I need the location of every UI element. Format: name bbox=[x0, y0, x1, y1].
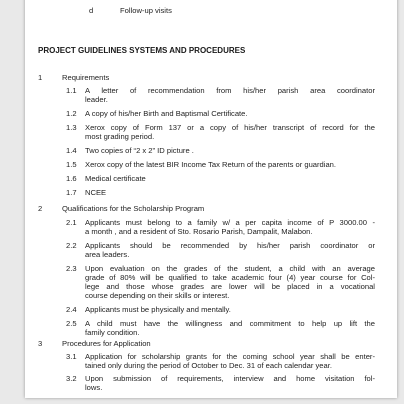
item-text: tained only during the period of October to Dec. 31 of each calendar year. bbox=[85, 361, 332, 370]
item-text: Applicants must belong to a family w/ a per capita income of P 3000.00 - bbox=[85, 218, 375, 227]
item-text: family condition. bbox=[85, 328, 140, 337]
item-number: 1.5 bbox=[66, 160, 77, 169]
item-text: NCEE bbox=[85, 188, 107, 197]
item-text: Application for scholarship grants for the coming school year shall be enter- bbox=[85, 352, 375, 361]
item-number: 2.3 bbox=[66, 264, 77, 273]
item-number: 2.1 bbox=[66, 218, 77, 227]
item-number: 2.2 bbox=[66, 241, 77, 250]
item-text: A child must have the willingness and commitment to help up lift the bbox=[85, 319, 375, 328]
section-number: 3 bbox=[38, 339, 43, 348]
item-text: grade of 80% will be qualified to take academic four (4) year course for Col- bbox=[85, 273, 375, 282]
item-text: Applicants should be recommended by his/her parish coordinator or bbox=[85, 241, 375, 250]
item-text: Medical certificate bbox=[85, 174, 146, 183]
item-number: 2.5 bbox=[66, 319, 77, 328]
item-number: 1.6 bbox=[66, 174, 77, 183]
item-text: Xerox copy of Form 137 or a copy of his/her transcript of record for the bbox=[85, 123, 375, 132]
item-text: Upon evaluation on the grades of the student, a child with an average bbox=[85, 264, 375, 273]
section-number: 1 bbox=[38, 73, 43, 82]
item-number: 1.2 bbox=[66, 109, 77, 118]
item-text: A letter of recommendation from his/her parish area coordinator bbox=[85, 86, 375, 95]
item-text: most grading period. bbox=[85, 132, 155, 141]
item-number: 3.1 bbox=[66, 352, 77, 361]
item-number: 1.1 bbox=[66, 86, 77, 95]
section-title: Procedures for Application bbox=[62, 339, 151, 348]
item-text: Upon submission of requirements, interview and home visitation fol- bbox=[85, 374, 375, 383]
item-text: leader. bbox=[85, 95, 108, 104]
item-number: 2.4 bbox=[66, 305, 77, 314]
item-text: a month , and a resident of Sto. Rosario Parish, Dampalit, Malabon. bbox=[85, 227, 313, 236]
list-item-text: Follow-up visits bbox=[120, 6, 172, 15]
item-text: lege and those whose grades are lower will be placed in a vocational bbox=[85, 282, 375, 291]
section-title: Qualifications for the Scholarship Program bbox=[62, 204, 205, 213]
item-text: course depending on their skills or interest. bbox=[85, 291, 230, 300]
item-number: 1.3 bbox=[66, 123, 77, 132]
section-title: Requirements bbox=[62, 73, 110, 82]
section-number: 2 bbox=[38, 204, 43, 213]
document-page bbox=[25, 0, 397, 398]
item-text: Applicants must be physically and mentally. bbox=[85, 305, 231, 314]
section-heading: PROJECT GUIDELINES SYSTEMS AND PROCEDURES bbox=[38, 46, 246, 55]
item-text: Xerox copy of the latest BIR Income Tax Return of the parents or guardian. bbox=[85, 160, 337, 169]
item-text: A copy of his/her Birth and Baptismal Certificate. bbox=[85, 109, 248, 118]
item-number: 1.4 bbox=[66, 146, 77, 155]
item-text: lows. bbox=[85, 383, 103, 392]
item-number: 1.7 bbox=[66, 188, 77, 197]
list-item-letter: d bbox=[89, 6, 94, 15]
item-text: area leaders. bbox=[85, 250, 130, 259]
item-text: Two copies of “2 x 2” ID picture . bbox=[85, 146, 194, 155]
item-number: 3.2 bbox=[66, 374, 77, 383]
